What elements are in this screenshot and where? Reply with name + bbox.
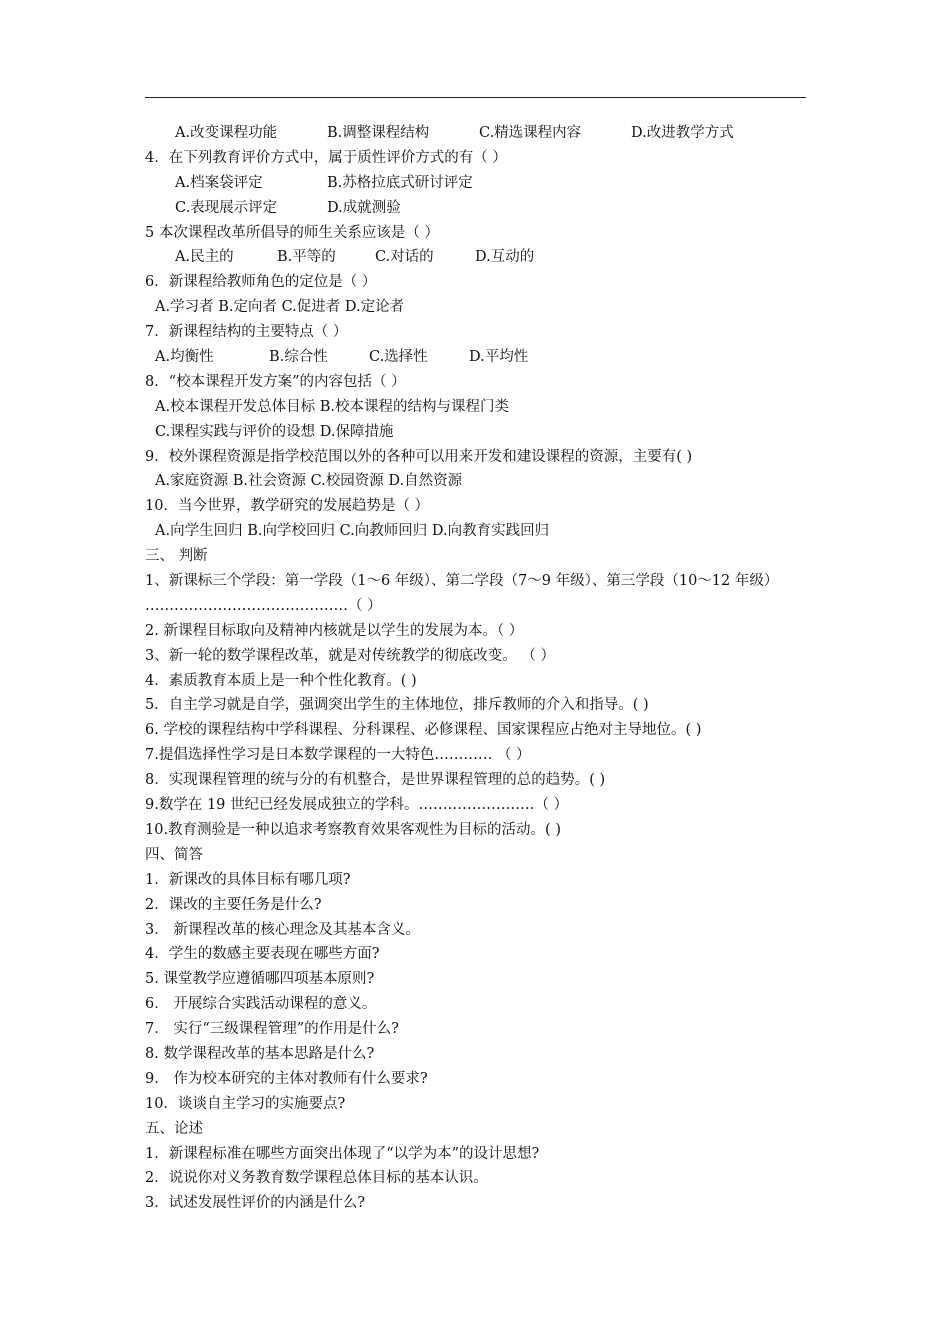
option-c: C.表现展示评定 xyxy=(175,199,278,216)
judge-5: 5．自主学习就是自学，强调突出学生的主体地位，排斥教师的介入和指导。( ) xyxy=(145,697,649,714)
option-c: C.选择性 xyxy=(369,349,428,366)
q7-options xyxy=(145,345,810,370)
q4-options-row2 xyxy=(145,196,810,221)
option-a: A.民主的 xyxy=(175,249,234,266)
question-8: 8．“校本课程开发方案”的内容包括（ ） xyxy=(145,373,406,390)
question-7: 7．新课程结构的主要特点（ ） xyxy=(145,324,348,341)
q10-options: A.向学生回归 B.向学校回归 C.向教师回归 D.向教育实践回归 xyxy=(155,523,550,540)
judge-4: 4．素质教育本质上是一种个性化教育。( ) xyxy=(145,672,417,689)
judge-2: 2. 新课程目标取向及精神内核就是以学生的发展为本。（ ） xyxy=(145,622,524,639)
option-a: A.均衡性 xyxy=(155,349,214,366)
judge-7: 7.提倡选择性学习是日本数学课程的一大特色………… （ ） xyxy=(145,747,531,764)
option-b: B.综合性 xyxy=(269,349,328,366)
short-10: 10．谈谈自主学习的实施要点? xyxy=(145,1095,346,1112)
q4-options-row1 xyxy=(145,171,810,196)
option-a: A.改变课程功能 xyxy=(175,125,278,141)
question-10: 10．当今世界，教学研究的发展趋势是（ ） xyxy=(145,498,430,515)
judge-10: 10.教育测验是一种以追求考察教育效果客观性为目标的活动。( ) xyxy=(145,821,561,838)
section-essay-title: 五、论述 xyxy=(145,1120,203,1137)
essay-2: 2．说说你对义务教育数学课程总体目标的基本认识。 xyxy=(145,1170,488,1187)
question-9: 9．校外课程资源是指学校范围以外的各种可以用来开发和建设课程的资源，主要有( ) xyxy=(145,448,693,465)
section-judge-title: 三、 判断 xyxy=(145,548,208,565)
option-d: D.平均性 xyxy=(469,349,529,366)
q3-options xyxy=(145,121,810,146)
judge-9: 9.数学在 19 世纪已经发展成独立的学科。……………………（ ） xyxy=(145,797,569,814)
q8-options-row2: C.课程实践与评价的设想 D.保障措施 xyxy=(155,423,394,440)
option-b: B.调整课程结构 xyxy=(327,125,430,141)
option-b: B.苏格拉底式研讨评定 xyxy=(327,174,473,191)
option-b: B.平等的 xyxy=(277,249,336,266)
option-a: A.档案袋评定 xyxy=(175,174,263,191)
option-c: C.精选课程内容 xyxy=(479,125,582,141)
judge-3: 3、新一轮的数学课程改革，就是对传统教学的彻底改变。 （ ） xyxy=(145,647,555,664)
judge-8: 8．实现课程管理的统与分的有机整合，是世界课程管理的总的趋势。( ) xyxy=(145,772,606,789)
option-d: D.改进教学方式 xyxy=(631,125,734,141)
option-d: D.互动的 xyxy=(475,249,535,266)
short-7: 7． 实行“三级课程管理”的作用是什么? xyxy=(145,1021,399,1038)
q5-options xyxy=(145,245,810,270)
short-9: 9． 作为校本研究的主体对教师有什么要求? xyxy=(145,1070,428,1087)
short-8: 8. 数学课程改革的基本思路是什么? xyxy=(145,1045,375,1062)
document-body xyxy=(145,121,810,1216)
short-4: 4．学生的数感主要表现在哪些方面? xyxy=(145,946,380,963)
short-3: 3． 新课程改革的核心理念及其基本含义。 xyxy=(145,921,420,938)
short-5: 5. 课堂教学应遵循哪四项基本原则? xyxy=(145,971,375,988)
essay-1: 1．新课程标准在哪些方面突出体现了“以学为本”的设计思想? xyxy=(145,1145,540,1162)
question-6: 6．新课程给教师角色的定位是（ ） xyxy=(145,274,377,291)
short-6: 6． 开展综合实践活动课程的意义。 xyxy=(145,996,377,1013)
question-5: 5 本次课程改革所倡导的师生关系应该是（ ） xyxy=(145,224,439,241)
section-short-title: 四、简答 xyxy=(145,846,203,863)
option-d: D.成就测验 xyxy=(327,199,401,216)
judge-1: 1、新课标三个学段：第一学段（1～6 年级）、第二学段（7～9 年级）、第三学段（10～12 年级） xyxy=(145,573,779,590)
q6-options: A.学习者 B.定向者 C.促进者 D.定论者 xyxy=(155,299,405,316)
short-1: 1．新课改的具体目标有哪几项? xyxy=(145,871,351,888)
essay-3: 3．试述发展性评价的内涵是什么? xyxy=(145,1195,365,1212)
header-rule xyxy=(145,97,806,98)
option-c: C.对话的 xyxy=(375,249,434,266)
short-2: 2．课改的主要任务是什么? xyxy=(145,896,322,913)
q8-options-row1: A.校本课程开发总体目标 B.校本课程的结构与课程门类 xyxy=(155,398,509,415)
q9-options: A.家庭资源 B.社会资源 C.校园资源 D.自然资源 xyxy=(155,473,463,490)
judge-1-continuation: ……………………………………（ ） xyxy=(145,597,382,614)
judge-6: 6. 学校的课程结构中学科课程、分科课程、必修课程、国家课程应占绝对主导地位。( ) xyxy=(145,722,702,739)
question-4: 4．在下列教育评价方式中，属于质性评价方式的有（ ） xyxy=(145,149,507,166)
